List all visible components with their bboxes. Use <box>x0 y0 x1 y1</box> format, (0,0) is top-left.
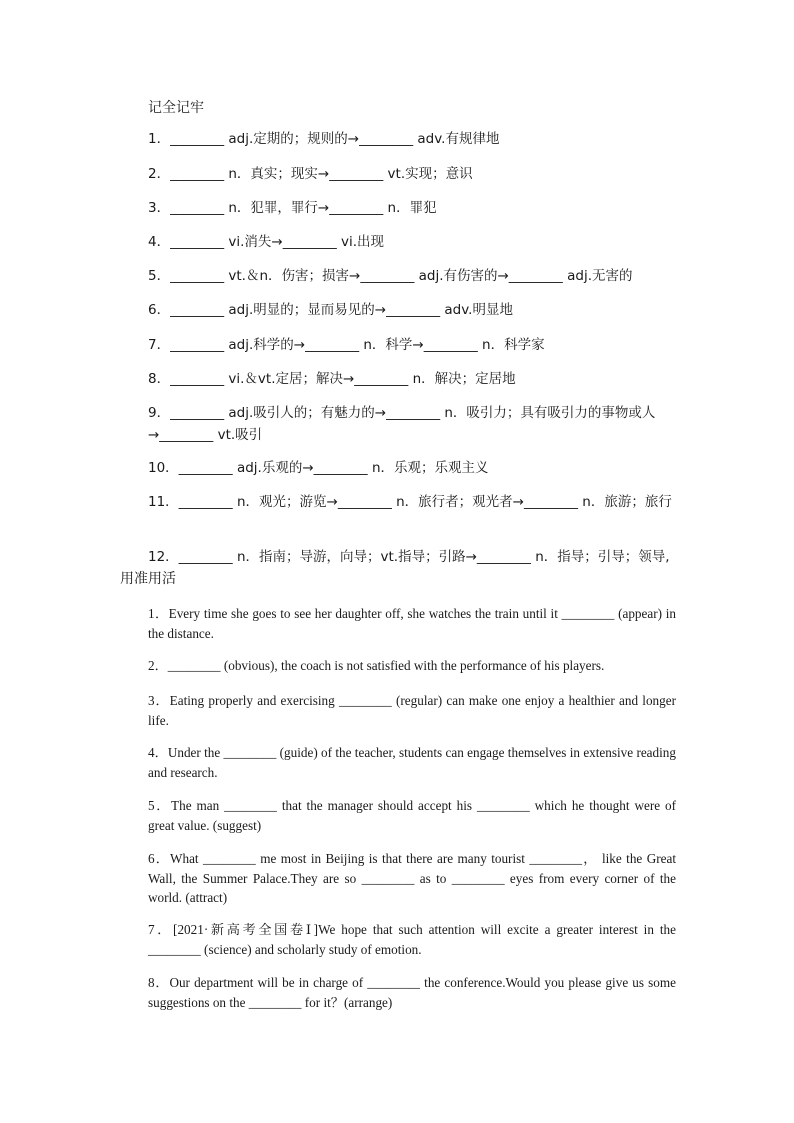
vocab-item-10: 10．________ adj.乐观的→________ n．乐观；乐观主义 <box>148 460 489 476</box>
vocab-item-12: 12．________ n．指南；导游，向导；vt.指导；引路→________ n．指导；引导；领导, <box>148 549 670 565</box>
vocab-item-3: 3．________ n．犯罪，罪行→________ n．罪犯 <box>148 200 437 216</box>
section-title-memorize: 记全记牢 <box>148 100 204 116</box>
vocab-item-1: 1．________ adj.定期的；规则的→________ adv.有规律地 <box>148 131 500 147</box>
section-title-apply: 用准用活 <box>120 571 176 587</box>
exercise-item-4: 4．Under the ________ (guide) of the teacher, students can engage themselves in extensive reading and research. <box>148 745 676 780</box>
exercise-item-5: 5．The man ________ that the manager should accept his ________ which he thought were of great value. (suggest) <box>148 798 676 833</box>
vocab-item-9: 9．________ adj.吸引人的；有魅力的→________ n．吸引力；具有吸引力的事物或人→________ vt.吸引 <box>148 405 656 443</box>
vocab-item-6: 6．________ adj.明显的；显而易见的→________ adv.明显地 <box>148 302 513 318</box>
vocab-item-8: 8．________ vi.＆vt.定居；解决→________ n．解决；定居地 <box>148 371 516 387</box>
exercise-item-2: 2．________ (obvious), the coach is not satisfied with the performance of his players. <box>148 658 605 673</box>
exercise-item-8: 8．Our department will be in charge of ________ the conference.Would you please give us some suggestions on the ________ for it？(arrange) <box>148 975 676 1010</box>
exercise-item-7: 7．[2021·新高考全国卷Ⅰ]We hope that such attention will excite a greater interest in the ________ (science) and scholarly study of emotion. <box>148 922 676 957</box>
vocab-item-5: 5．________ vt.＆n．伤害；损害→________ adj.有伤害的→________ adj.无害的 <box>148 268 633 284</box>
exercise-item-3: 3．Eating properly and exercising ________ (regular) can make one enjoy a healthier and longer life. <box>148 693 676 728</box>
vocab-item-2: 2．________ n．真实；现实→________ vt.实现；意识 <box>148 166 473 182</box>
exercise-item-6: 6．What ________ me most in Beijing is that there are many tourist ________， like the Great Wall, the Summer Palace.They are so ________ as to ________ eyes from every corner of the world. (attract) <box>148 851 676 905</box>
vocab-item-7: 7．________ adj.科学的→________ n．科学→________ n．科学家 <box>148 337 545 353</box>
vocab-item-4: 4．________ vi.消失→________ vi.出现 <box>148 234 385 250</box>
vocab-item-11: 11．________ n．观光；游览→________ n．旅行者；观光者→________ n．旅游；旅行 <box>148 494 672 510</box>
exercise-item-1: 1．Every time she goes to see her daughter off, she watches the train until it ________ (appear) in the distance. <box>148 606 676 641</box>
